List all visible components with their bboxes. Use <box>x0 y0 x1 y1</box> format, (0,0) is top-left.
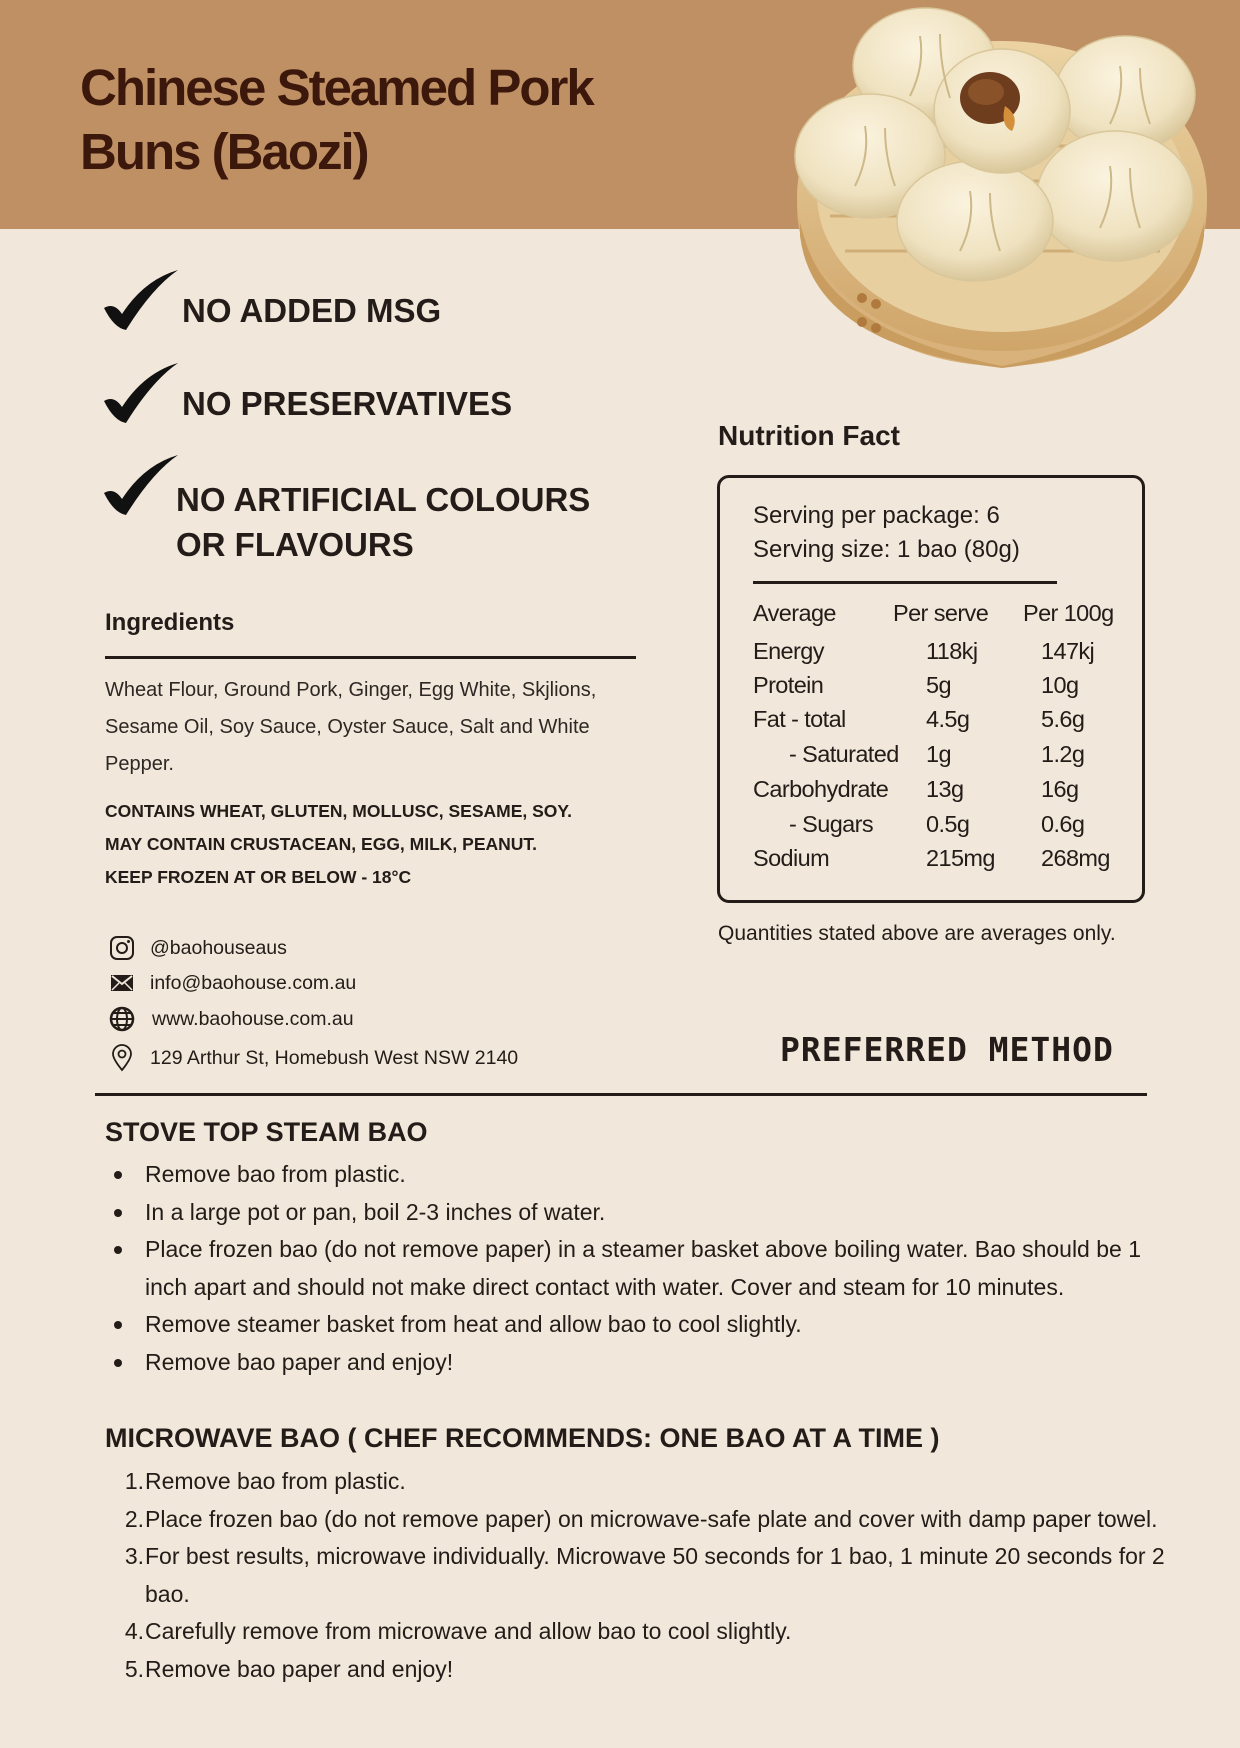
email-address: info@baohouse.com.au <box>150 971 357 994</box>
bullet <box>114 1171 122 1179</box>
claim-no-msg <box>100 270 441 333</box>
per-100g-value: 0.6g <box>1041 811 1085 837</box>
per-serve-value: 0.5g <box>926 811 970 837</box>
ingredients-text: Wheat Flour, Ground Pork, Ginger, Egg White, Skjlions, Sesame Oil, Soy Sauce, Oyster Sauce, Salt and White Pepper. <box>105 679 597 775</box>
checkmark-icon <box>100 270 182 332</box>
list-item <box>105 1501 1165 1539</box>
per-100g-value: 16g <box>1041 776 1079 802</box>
list-item <box>105 1306 1165 1344</box>
contact-email[interactable] <box>108 969 356 997</box>
method-divider <box>95 1093 1147 1096</box>
list-item <box>105 1344 1165 1382</box>
bullet <box>114 1321 122 1329</box>
claim-no-artificial <box>100 455 596 567</box>
column-header: Per serve <box>893 600 989 626</box>
column-header: Per 100g <box>1023 600 1114 626</box>
per-100g-value: 5.6g <box>1041 706 1085 732</box>
step-text: Remove bao from plastic. <box>145 1161 406 1187</box>
contact-website[interactable] <box>108 1005 354 1033</box>
claim-text: NO ADDED MSG <box>182 292 442 329</box>
nutrition-title: Nutrition Fact <box>718 420 900 451</box>
warning-line: CONTAINS WHEAT, GLUTEN, MOLLUSC, SESAME, SOY. <box>105 801 573 821</box>
step-text: For best results, microwave individually. Microwave 50 seconds for 1 bao, 1 minute 20 seconds for 2 bao. <box>145 1543 1165 1607</box>
step-text: Place frozen bao (do not remove paper) on microwave-safe plate and cover with damp paper towel. <box>145 1505 1158 1532</box>
checkmark-icon <box>100 455 182 517</box>
serving-size: Serving size: 1 bao (80g) <box>753 536 1020 563</box>
globe-icon <box>108 1005 136 1033</box>
stove-steps <box>105 1156 1165 1381</box>
per-100g-value: 10g <box>1041 672 1079 698</box>
nutrition-divider <box>753 581 1057 584</box>
stove-heading: STOVE TOP STEAM BAO <box>105 1117 428 1147</box>
contact-address[interactable] <box>108 1044 518 1072</box>
step-number: 3. <box>124 1543 144 1569</box>
street-address: 129 Arthur St, Homebush West NSW 2140 <box>150 1046 519 1069</box>
per-serve-value: 215mg <box>926 845 995 871</box>
list-item <box>105 1463 1165 1501</box>
nutrition-header-row <box>753 600 1133 634</box>
per-serve-value: 4.5g <box>926 706 970 732</box>
column-header: Average <box>753 600 836 626</box>
step-text: In a large pot or pan, boil 2-3 inches of water. <box>145 1198 606 1225</box>
bullet <box>114 1359 122 1367</box>
warning-line: KEEP FROZEN AT OR BELOW - 18°C <box>105 867 412 887</box>
nutrient-label: Carbohydrate <box>753 776 889 802</box>
ingredients-heading: Ingredients <box>105 609 235 636</box>
preferred-method-label: PREFERRED METHOD <box>780 1030 1114 1069</box>
page-title: Chinese Steamed Pork Buns (Baozi) <box>80 59 593 180</box>
per-serve-value: 5g <box>926 672 951 698</box>
step-text: Remove steamer basket from heat and allow bao to cool slightly. <box>145 1311 802 1337</box>
nutrient-label: Fat - total <box>753 706 846 732</box>
per-100g-value: 1.2g <box>1041 741 1085 767</box>
contact-instagram[interactable] <box>108 934 287 962</box>
nutrition-row-carbohydrate <box>753 776 1133 810</box>
nutrition-row-sodium <box>753 845 1133 879</box>
step-number: 1. <box>124 1468 144 1494</box>
step-number: 2. <box>124 1505 144 1532</box>
claim-text: NO PRESERVATIVES <box>182 385 513 422</box>
step-text: Place frozen bao (do not remove paper) in a steamer basket above boiling water. Bao should be 1 inch apart and should not make direct contact with water. Cover and steam for 10 minutes. <box>145 1236 1141 1300</box>
list-item <box>105 1651 1165 1689</box>
mail-icon <box>108 969 136 997</box>
warning-line: MAY CONTAIN CRUSTACEAN, EGG, MILK, PEANUT. <box>105 834 538 854</box>
nutrition-row-energy <box>753 638 1133 672</box>
checkmark-icon <box>100 363 182 425</box>
nutrition-row-protein <box>753 672 1133 706</box>
step-text: Carefully remove from microwave and allow bao to cool slightly. <box>145 1618 792 1644</box>
list-item <box>105 1538 1165 1613</box>
list-item <box>105 1231 1165 1306</box>
nutrition-row-fat-total <box>753 706 1133 740</box>
per-serve-value: 118kj <box>926 638 978 664</box>
microwave-heading: MICROWAVE BAO ( CHEF RECOMMENDS: ONE BAO AT A TIME ) <box>105 1423 940 1453</box>
nutrient-label: Sodium <box>753 845 830 871</box>
microwave-steps <box>105 1463 1165 1688</box>
nutrient-label: Energy <box>753 638 824 664</box>
step-number: 5. <box>124 1655 144 1682</box>
nutrient-label: Protein <box>753 672 824 698</box>
instagram-handle: @baohouseaus <box>150 936 287 959</box>
instagram-icon <box>108 934 136 962</box>
claim-text: NO ARTIFICIAL COLOURS OR FLAVOURS <box>176 481 591 563</box>
per-serve-value: 13g <box>926 776 964 802</box>
nutrient-label: - Sugars <box>789 811 874 837</box>
step-text: Remove bao paper and enjoy! <box>145 1655 454 1682</box>
steamer-bao-image <box>790 6 1215 371</box>
servings-per-package: Serving per package: 6 <box>753 502 1000 529</box>
claim-no-preservatives <box>100 363 512 426</box>
nutrition-note: Quantities stated above are averages only. <box>718 922 1116 945</box>
bullet <box>114 1209 122 1217</box>
website-url: www.baohouse.com.au <box>152 1007 354 1030</box>
nutrient-label: - Saturated <box>789 741 899 767</box>
per-100g-value: 268mg <box>1041 845 1110 871</box>
step-text: Remove bao from plastic. <box>145 1468 406 1494</box>
step-text: Remove bao paper and enjoy! <box>145 1348 454 1375</box>
nutrition-row-saturated <box>753 741 1133 775</box>
nutrition-row-sugars <box>753 811 1133 845</box>
list-item <box>105 1156 1165 1194</box>
ingredients-divider <box>105 656 636 659</box>
allergen-warnings <box>105 795 665 894</box>
per-100g-value: 147kj <box>1041 638 1095 664</box>
nutrition-panel <box>717 475 1145 903</box>
step-number: 4. <box>124 1618 144 1644</box>
per-serve-value: 1g <box>926 741 951 767</box>
list-item <box>105 1613 1165 1651</box>
bullet <box>114 1246 122 1254</box>
list-item <box>105 1194 1165 1232</box>
map-pin-icon <box>108 1044 136 1072</box>
